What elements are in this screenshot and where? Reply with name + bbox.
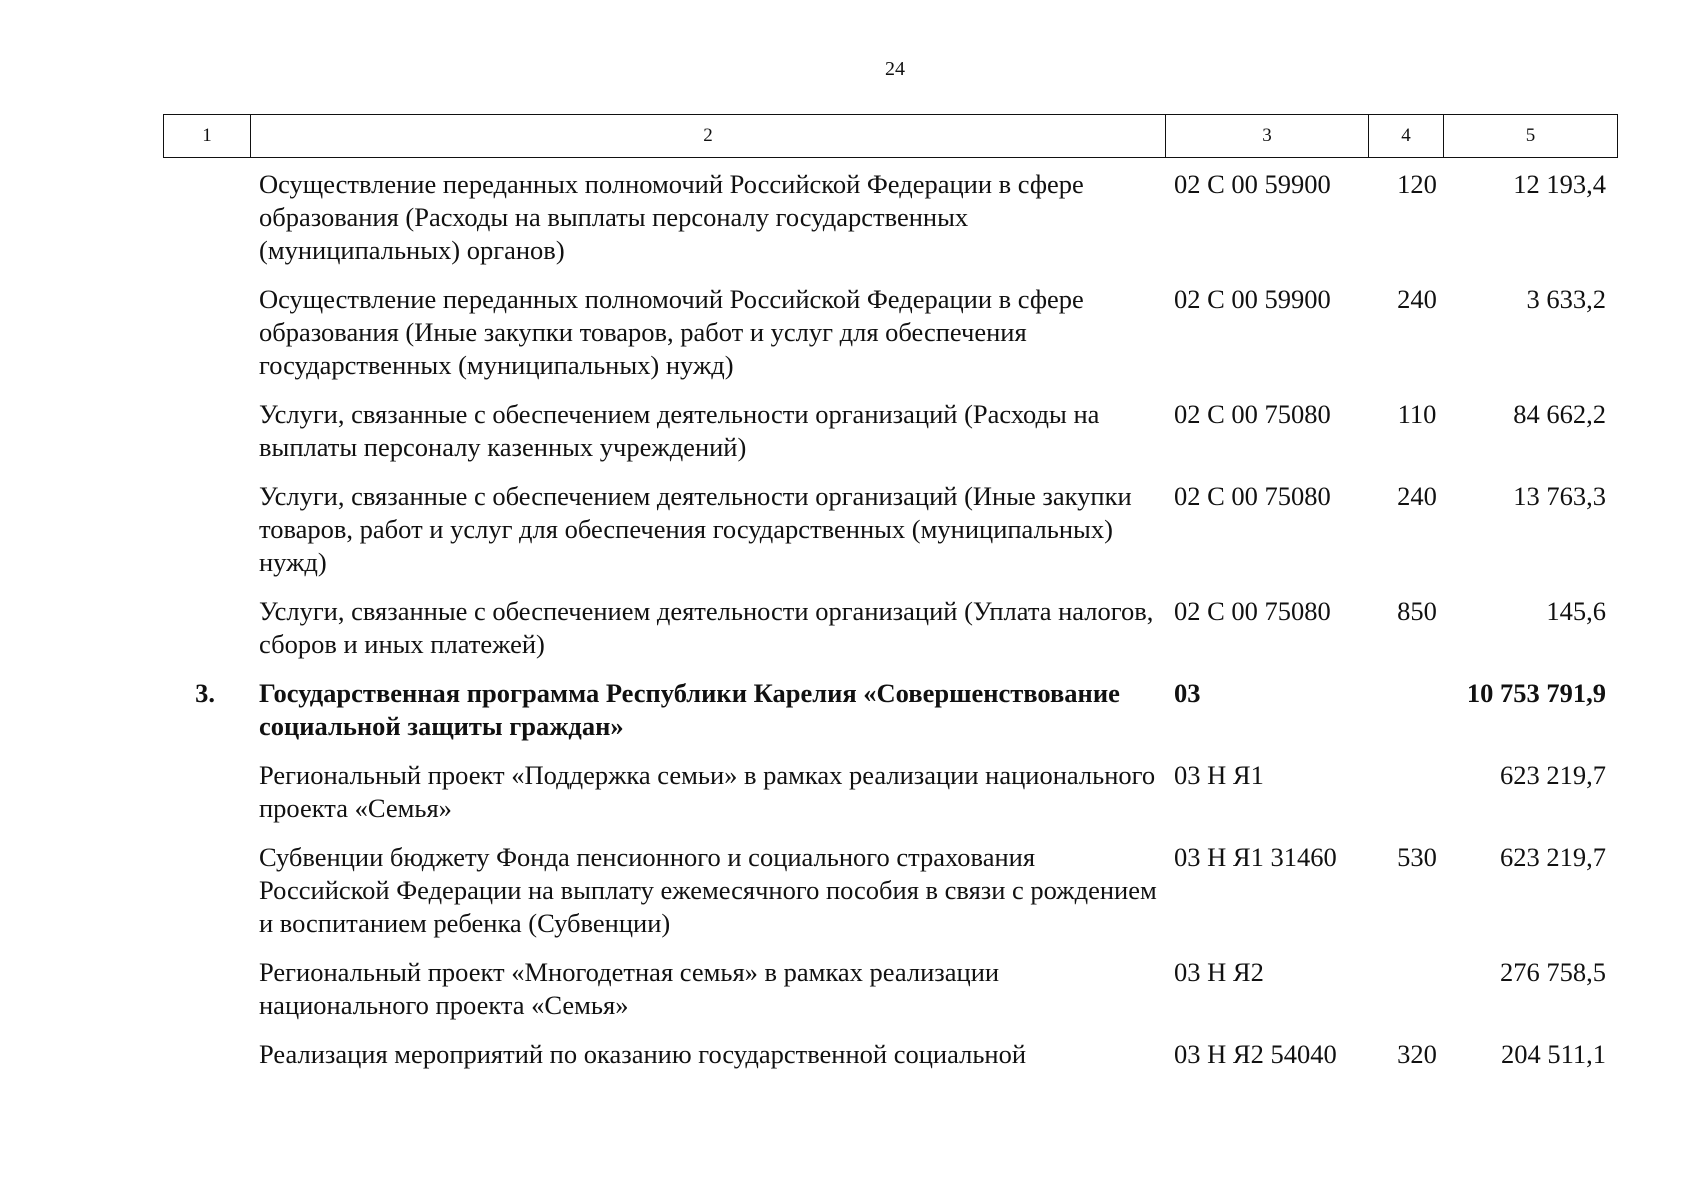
table-row: [163, 956, 1612, 1022]
row-target-code: 03 Н Я2 54040: [1174, 1039, 1337, 1069]
table-row: [163, 283, 1612, 382]
row-amount: 623 219,7: [1500, 760, 1606, 790]
row-amount: 13 763,3: [1513, 481, 1606, 511]
row-target-code: 03: [1174, 678, 1201, 708]
row-expense-type: 240: [1397, 284, 1437, 314]
table-row: [163, 759, 1612, 825]
row-description: Услуги, связанные с обеспечением деятельности организаций (Расходы на выплаты персоналу казенных учреждений): [259, 399, 1100, 462]
row-description: Реализация мероприятий по оказанию государственной социальной: [259, 1039, 1027, 1069]
row-amount: 84 662,2: [1513, 399, 1606, 429]
table-row: [163, 480, 1612, 579]
budget-table-body: [163, 168, 1612, 1087]
row-target-code: 02 С 00 75080: [1174, 596, 1331, 626]
row-number: 3.: [195, 678, 215, 708]
row-target-code: 02 С 00 59900: [1174, 169, 1331, 199]
row-amount: 623 219,7: [1500, 842, 1606, 872]
table-row: [163, 398, 1612, 464]
column-header-2: 2: [251, 115, 1166, 158]
table-row: [163, 595, 1612, 661]
row-target-code: 03 Н Я1: [1174, 760, 1264, 790]
row-amount: 10 753 791,9: [1466, 678, 1606, 708]
row-description: Региональный проект «Многодетная семья» в рамках реализации национального проекта «Семья»: [259, 957, 1000, 1020]
column-header-4: 4: [1369, 115, 1444, 158]
row-description: Осуществление переданных полномочий Российской Федерации в сфере образования (Иные закупки товаров, работ и услуг для обеспечения государственных (муниципальных) нужд): [259, 284, 1084, 380]
row-description: Субвенции бюджету Фонда пенсионного и социального страхования Российской Федерации на выплату ежемесячного пособия в связи с рождением и воспитанием ребенка (Субвенции): [259, 842, 1157, 938]
table-row: [163, 1038, 1612, 1071]
row-description: Услуги, связанные с обеспечением деятельности организаций (Иные закупки товаров, работ и услуг для обеспечения государственных (муниципальных) нужд): [259, 481, 1132, 577]
column-header-table: [163, 114, 1618, 158]
table-row: [163, 168, 1612, 267]
row-amount: 145,6: [1546, 596, 1606, 626]
column-header-1: 1: [164, 115, 251, 158]
row-amount: 12 193,4: [1513, 169, 1606, 199]
row-description: Услуги, связанные с обеспечением деятельности организаций (Уплата налогов, сборов и иных платежей): [259, 596, 1154, 659]
column-header-5: 5: [1444, 115, 1618, 158]
row-amount: 276 758,5: [1500, 957, 1606, 987]
row-expense-type: 320: [1397, 1039, 1437, 1069]
row-description: Региональный проект «Поддержка семьи» в рамках реализации национального проекта «Семья»: [259, 760, 1156, 823]
row-target-code: 02 С 00 59900: [1174, 284, 1331, 314]
row-target-code: 02 С 00 75080: [1174, 481, 1331, 511]
row-description: Государственная программа Республики Карелия «Совершенствование социальной защиты граждан»: [259, 678, 1120, 741]
row-target-code: 02 С 00 75080: [1174, 399, 1331, 429]
row-amount: 3 633,2: [1526, 284, 1606, 314]
row-description: Осуществление переданных полномочий Российской Федерации в сфере образования (Расходы на выплаты персоналу государственных (муниципальных) органов): [259, 169, 1084, 265]
row-expense-type: 530: [1397, 842, 1437, 872]
row-target-code: 03 Н Я1 31460: [1174, 842, 1337, 872]
row-expense-type: 110: [1397, 399, 1437, 429]
row-expense-type: 850: [1397, 596, 1437, 626]
table-row: [163, 841, 1612, 940]
column-header-3: 3: [1166, 115, 1369, 158]
page-number: 24: [885, 58, 905, 80]
row-target-code: 03 Н Я2: [1174, 957, 1264, 987]
row-expense-type: 120: [1397, 169, 1437, 199]
row-expense-type: 240: [1397, 481, 1437, 511]
column-header-row: [164, 115, 1618, 158]
table-row: [163, 677, 1612, 743]
row-amount: 204 511,1: [1500, 1039, 1606, 1069]
